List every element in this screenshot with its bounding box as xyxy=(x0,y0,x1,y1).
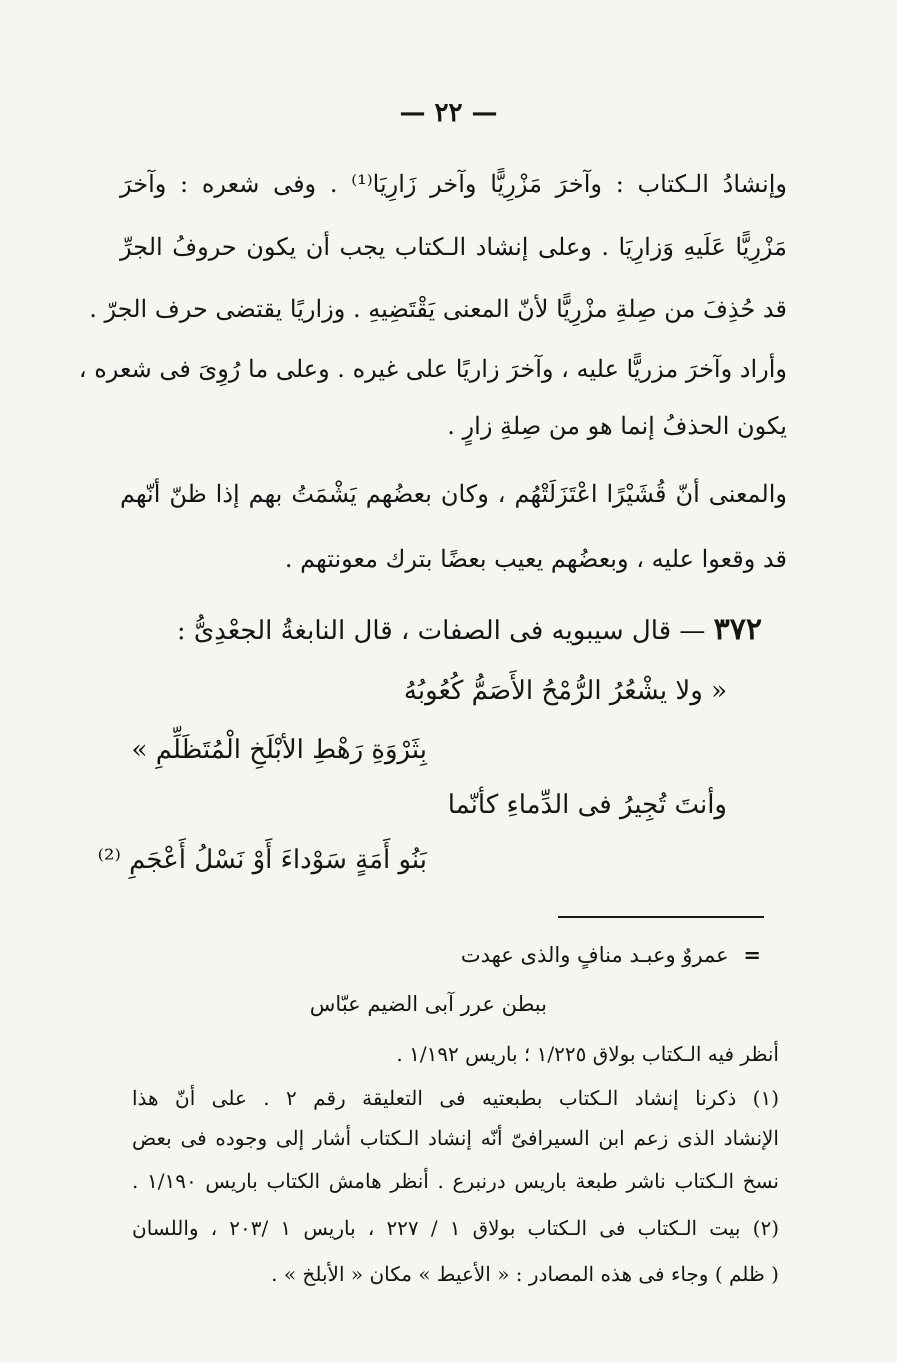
body-line: يكون الحذفُ إنما هو من صِلةِ زارٍ . xyxy=(447,412,787,440)
verse-line: بِثَرْوَةِ رَهْطِ الأبْلَخِ الْمُتَظَلِّمِ » xyxy=(131,735,427,765)
example-heading xyxy=(177,612,762,647)
example-intro: قال سيبويه فى الصفات ، قال النابغةُ الجعْدِىُّ : xyxy=(176,616,672,646)
body-line: وإنشادُ الـكتاب : وآخرَ مَزْرِيًّا وآخر زَارِيَا⁽¹⁾ . وفى شعره : وآخرَ xyxy=(120,170,787,198)
footnote-line: ( ظلم ) وجاء فى هذه المصادر : « الأعيط » مكان « الأبلخ » . xyxy=(271,1262,779,1286)
body-line: وأراد وآخرَ مزريًّا عليه ، وآخرَ زاريًا على غيره . وعلى ما رُوِىَ فى شعره ، xyxy=(78,355,787,383)
footnote-line: أنظر فيه الـكتاب بولاق ١/٢٢٥ ؛ باريس ١/١٩٢ . xyxy=(396,1042,779,1066)
footnote-line: الإنشاد الذى زعم ابن السيرافىّ أنّه إنشاد الـكتاب أشار إلى وجوده فى بعض xyxy=(132,1126,779,1150)
footnote-separator xyxy=(558,916,764,918)
footnote-verse-text: عمروٌ وعبـد منافٍ والذى عهدت xyxy=(460,943,729,967)
body-line: مَزْرِيًّا عَلَيهِ وَزارِيَا . وعلى إنشاد الـكتاب يجب أن يكون حروفُ الجرِّ xyxy=(120,233,787,261)
meaning-line: والمعنى أنّ قُشَيْرًا اعْتَزَلَتْهُم ، وكان بعضُهم يَشْمَتُ بهم إذا ظنّ أنّهم xyxy=(120,480,787,508)
page-number: — ٢٢ — xyxy=(399,98,498,128)
footnote-line: (٢) بيت الـكتاب فى الـكتاب بولاق ١ / ٢٢٧ ، باريس ١ /٢٠٣ ، واللسان xyxy=(132,1216,779,1240)
footnote-line: (١) ذكرنا إنشاد الـكتاب بطبعتيه فى التعليقة رقم ٢ . على أنّ هذا xyxy=(132,1086,779,1110)
continuation-marker: = xyxy=(743,942,761,967)
footnote-verse xyxy=(461,942,761,967)
verse-line: وأنتَ تُجِيرُ فى الدِّماءِ كأنّما xyxy=(447,790,727,820)
footnote-line: نسخ الـكتاب ناشر طبعة باريس درنبرع . أنظر هامش الكتاب باريس ١/١٩٠ . xyxy=(132,1169,779,1193)
verse-line: « ولا يشْعُرُ الرُّمْحُ الأَصَمُّ كُعُوبُهُ xyxy=(403,676,727,706)
verse-line: بَنُو أَمَةٍ سَوْداءَ أَوْ نَسْلُ أَعْجَمِ ⁽²⁾ xyxy=(97,845,427,875)
meaning-line: قد وقعوا عليه ، وبعضُهم يعيب بعضًا بترك معونتهم . xyxy=(284,545,787,573)
body-line: قد حُذِفَ من صِلةِ مزْرِيًّا لأنّ المعنى يَقْتَضِيهِ . وزاريًا يقتضى حرف الجرّ . xyxy=(89,295,787,323)
example-dash: — xyxy=(679,616,706,646)
footnote-verse: ببطن عرر آبى الضيم عبّاس xyxy=(309,992,547,1016)
example-number: ٣٧٢ xyxy=(713,612,762,647)
